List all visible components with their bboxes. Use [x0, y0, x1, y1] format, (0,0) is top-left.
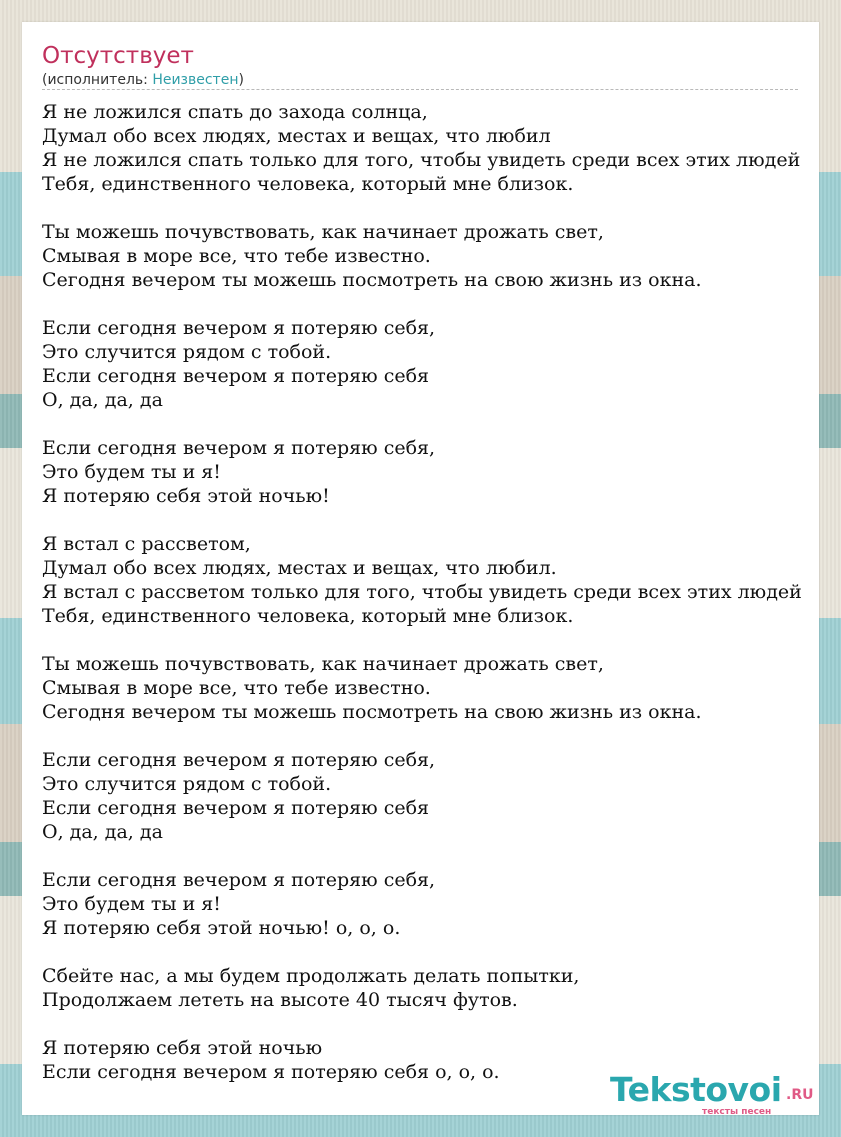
lyrics-line: Это случится рядом с тобой.: [42, 341, 332, 363]
lyrics-blank-line: [42, 1012, 841, 1036]
lyrics-line: О, да, да, да: [42, 389, 163, 411]
artist-link[interactable]: Неизвестен: [152, 72, 239, 88]
song-title: Отсутствует: [42, 43, 194, 69]
lyrics-blank-line: [42, 940, 841, 964]
lyrics-line: Я потеряю себя этой ночью!: [42, 485, 330, 507]
lyrics-line: Смывая в море все, что тебе известно.: [42, 677, 431, 699]
lyrics-line: Сбейте нас, а мы будем продолжать делать попытки,: [42, 965, 580, 987]
logo-wordmark: Tekstovoi: [610, 1070, 782, 1109]
lyrics-line: Если сегодня вечером я потеряю себя,: [42, 749, 436, 771]
lyrics-line: Я встал с рассветом,: [42, 533, 251, 555]
lyrics-line: Если сегодня вечером я потеряю себя,: [42, 317, 436, 339]
lyrics-line: О, да, да, да: [42, 821, 163, 843]
lyrics-line: Это случится рядом с тобой.: [42, 773, 332, 795]
lyrics-line: Если сегодня вечером я потеряю себя: [42, 797, 430, 819]
lyrics-blank-line: [42, 508, 841, 532]
artist-prefix: (исполнитель:: [42, 72, 153, 88]
lyrics-line: Тебя, единственного человека, который мне близок.: [42, 173, 574, 195]
lyrics-line: Тебя, единственного человека, который мне близок.: [42, 605, 574, 627]
lyrics-blank-line: [42, 724, 841, 748]
lyrics-line: Я потеряю себя этой ночью: [42, 1037, 323, 1059]
lyrics-line: Смывая в море все, что тебе известно.: [42, 245, 431, 267]
title-divider: [42, 89, 798, 90]
lyrics-line: Думал обо всех людях, местах и вещах, что любил.: [42, 557, 557, 579]
lyrics-blank-line: [42, 412, 841, 436]
lyrics-line: Если сегодня вечером я потеряю себя,: [42, 869, 436, 891]
logo-domain: .RU: [786, 1087, 814, 1103]
site-logo[interactable]: [610, 1070, 820, 1120]
lyrics-line: Продолжаем лететь на высоте 40 тысяч футов.: [42, 989, 518, 1011]
lyrics-card: [22, 22, 819, 1115]
lyrics-line: Если сегодня вечером я потеряю себя: [42, 365, 430, 387]
lyrics-line: Если сегодня вечером я потеряю себя о, о, о.: [42, 1061, 500, 1083]
artist-line: [42, 71, 244, 89]
lyrics-line: Я потеряю себя этой ночью! о, о, о.: [42, 917, 401, 939]
lyrics-line: Думал обо всех людях, местах и вещах, что любил: [42, 125, 551, 147]
lyrics-text: [42, 100, 841, 1084]
lyrics-line: Я встал с рассветом только для того, чтобы увидеть среди всех этих людей: [42, 581, 802, 603]
lyrics-blank-line: [42, 628, 841, 652]
lyrics-line: Ты можешь почувствовать, как начинает дрожать свет,: [42, 221, 604, 243]
lyrics-blank-line: [42, 292, 841, 316]
lyrics-line: Ты можешь почувствовать, как начинает дрожать свет,: [42, 653, 604, 675]
lyrics-line: Я не ложился спать до захода солнца,: [42, 101, 428, 123]
lyrics-line: Если сегодня вечером я потеряю себя,: [42, 437, 436, 459]
logo-tagline: тексты песен: [702, 1107, 772, 1117]
lyrics-line: Сегодня вечером ты можешь посмотреть на свою жизнь из окна.: [42, 701, 702, 723]
lyrics-blank-line: [42, 196, 841, 220]
lyrics-line: Это будем ты и я!: [42, 461, 221, 483]
lyrics-line: Это будем ты и я!: [42, 893, 221, 915]
lyrics-line: Сегодня вечером ты можешь посмотреть на свою жизнь из окна.: [42, 269, 702, 291]
lyrics-blank-line: [42, 844, 841, 868]
lyrics-line: Я не ложился спать только для того, чтобы увидеть среди всех этих людей: [42, 149, 801, 171]
artist-suffix: ): [238, 72, 244, 88]
